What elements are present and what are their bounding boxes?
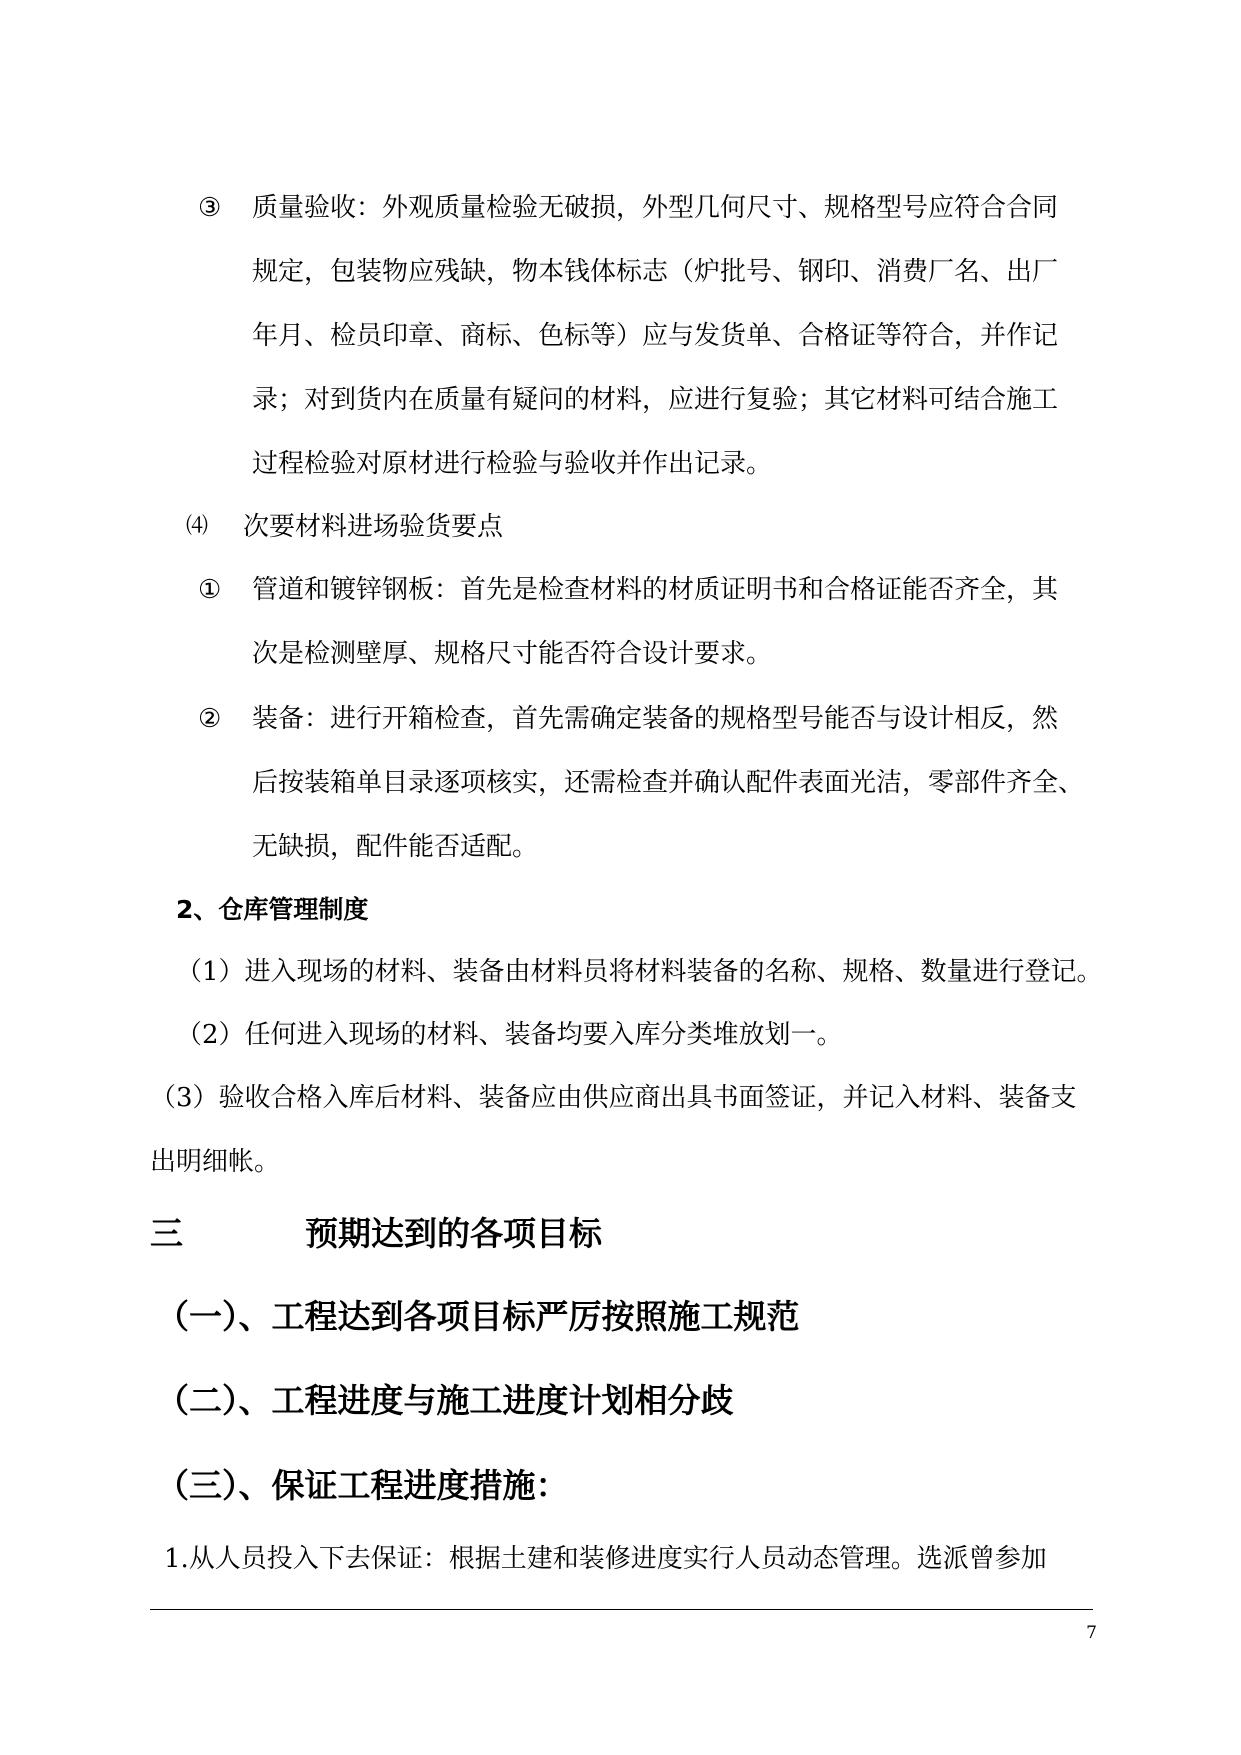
item-marker: ③ bbox=[198, 193, 222, 223]
footer-divider bbox=[150, 1609, 1093, 1610]
rule-line: （3）验收合格入库后材料、装备应由供应商出具书面签证，并记入材料、装备支 bbox=[150, 1083, 1077, 1113]
item-marker: ① bbox=[198, 575, 222, 605]
paragraph-line: 规定，包装物应残缺，物本钱体标志（炉批号、钢印、消费厂名、出厂 bbox=[252, 257, 1059, 287]
paragraph-line: 管道和镀锌钢板：首先是检查材料的材质证明书和合格证能否齐全，其 bbox=[252, 575, 1059, 605]
paragraph-line: 次是检测壁厚、规格尺寸能否符合设计要求。 bbox=[252, 639, 773, 669]
paragraph-line: 无缺损，配件能否适配。 bbox=[252, 832, 539, 862]
paragraph-line: 装备：进行开箱检查，首先需确定装备的规格型号能否与设计相反，然 bbox=[252, 704, 1059, 734]
rule-line: （1）进入现场的材料、装备由材料员将材料装备的名称、规格、数量进行登记。 bbox=[176, 957, 1103, 987]
item-marker: ② bbox=[198, 704, 222, 734]
chapter-number: 三 bbox=[150, 1214, 183, 1253]
paragraph-line: 过程检验对原材进行检验与验收并作出记录。 bbox=[252, 449, 773, 479]
paragraph-line: 录；对到货内在质量有疑问的材料，应进行复验；其它材料可结合施工 bbox=[252, 385, 1059, 415]
rule-line: 出明细帐。 bbox=[150, 1147, 281, 1177]
chapter-title: 预期达到的各项目标 bbox=[305, 1214, 602, 1253]
goal-heading: （一）、工程达到各项目标严厉按照施工规范 bbox=[156, 1297, 800, 1336]
paragraph-line: 质量验收：外观质量检验无破损，外型几何尺寸、规格型号应符合合同 bbox=[252, 193, 1059, 223]
goal-heading: （三）、保证工程进度措施： bbox=[156, 1466, 569, 1505]
page-number: 7 bbox=[1086, 1623, 1097, 1643]
goal-heading: （二）、工程进度与施工进度计划相分歧 bbox=[156, 1381, 734, 1420]
section-heading: 2、仓库管理制度 bbox=[176, 895, 369, 924]
measure-line: 1.从人员投入下去保证：根据土建和装修进度实行人员动态管理。选派曾参加 bbox=[164, 1544, 1047, 1574]
paragraph-line: 年月、检员印章、商标、色标等）应与发货单、合格证等符合，并作记 bbox=[252, 321, 1059, 351]
subsection-title: 次要材料进场验货要点 bbox=[243, 512, 504, 542]
paragraph-line: 后按装箱单目录逐项核实，还需检查并确认配件表面光洁，零部件齐全、 bbox=[252, 768, 1085, 798]
rule-line: （2）任何进入现场的材料、装备均要入库分类堆放划一。 bbox=[176, 1020, 843, 1050]
subsection-marker: ⑷ bbox=[186, 514, 209, 539]
